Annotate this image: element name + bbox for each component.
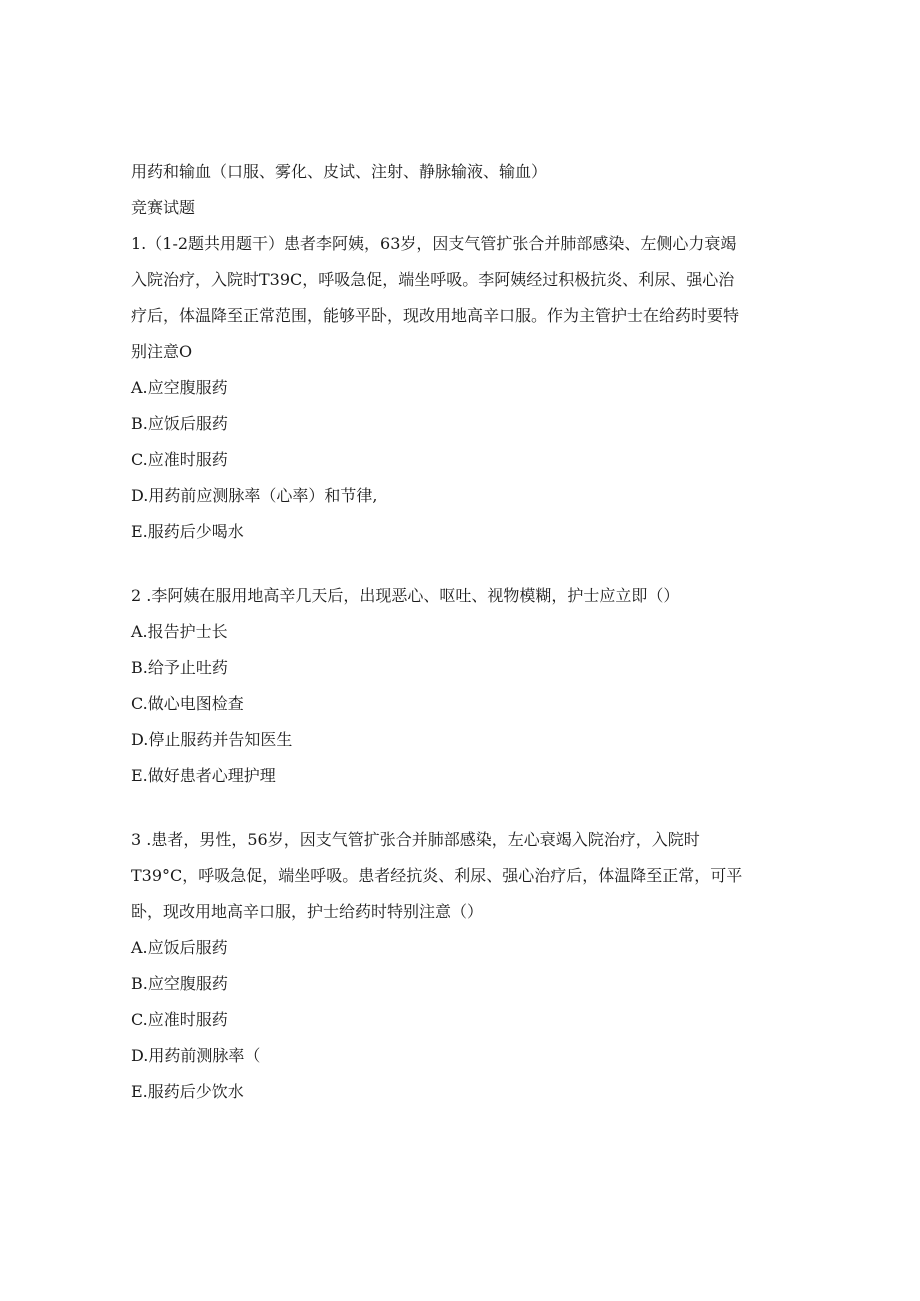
document-page [131, 160, 791, 1116]
question-1 [131, 232, 791, 556]
question-1-option-a: A.应空腹服药 [131, 378, 228, 397]
question-3-option-a: A.应饭后服药 [131, 938, 228, 957]
question-1-line-4: 别注意O [131, 342, 193, 361]
question-2-option-d: D.停止服药并告知医生 [131, 730, 293, 749]
question-3-option-d: D.用药前测脉率（ [131, 1046, 261, 1065]
question-1-option-d: D.用药前应测脉率（心率）和节律, [131, 486, 378, 505]
question-3-line-1: 3 .患者，男性，56岁，因支气管扩张合并肺部感染，左心衰竭入院治疗，入院时 [131, 830, 700, 849]
question-1-option-e: E.服药后少喝水 [131, 522, 244, 541]
question-1-line-3: 疗后，体温降至正常范围，能够平卧，现改用地高辛口服。作为主管护士在给药时要特 [131, 306, 740, 325]
question-3-option-b: B.应空腹服药 [131, 974, 228, 993]
question-2-option-a: A.报告护士长 [131, 622, 228, 641]
question-2 [131, 584, 791, 800]
question-1-line-2: 入院治疗，入院时T39C，呼吸急促，端坐呼吸。李阿姨经过积极抗炎、利尿、强心治 [131, 270, 735, 289]
spacer [131, 556, 791, 584]
question-1-option-b: B.应饭后服药 [131, 414, 228, 433]
question-3 [131, 828, 791, 1116]
document-subtitle: 竞赛试题 [131, 198, 196, 217]
question-2-option-c: C.做心电图检查 [131, 694, 244, 713]
question-1-line-1: 1.（1-2题共用题干）患者李阿姨，63岁，因支气管扩张合并肺部感染、左侧心力衰竭 [131, 234, 737, 253]
spacer [131, 800, 791, 828]
question-2-line-1: 2 .李阿姨在服用地高辛几天后，出现恶心、呕吐、视物模糊，护士应立即（） [131, 586, 680, 605]
question-3-line-2: T39°C，呼吸急促，端坐呼吸。患者经抗炎、利尿、强心治疗后，体温降至正常，可平 [131, 866, 743, 885]
question-2-option-b: B.给予止吐药 [131, 658, 228, 677]
question-3-line-3: 卧，现改用地高辛口服，护士给药时特别注意（） [131, 902, 484, 921]
question-3-option-c: C.应准时服药 [131, 1010, 228, 1029]
question-3-option-e: E.服药后少饮水 [131, 1082, 244, 1101]
document-title: 用药和输血（口服、雾化、皮试、注射、静脉输液、输血） [131, 162, 548, 181]
question-2-option-e: E.做好患者心理护理 [131, 766, 276, 785]
question-1-option-c: C.应准时服药 [131, 450, 228, 469]
